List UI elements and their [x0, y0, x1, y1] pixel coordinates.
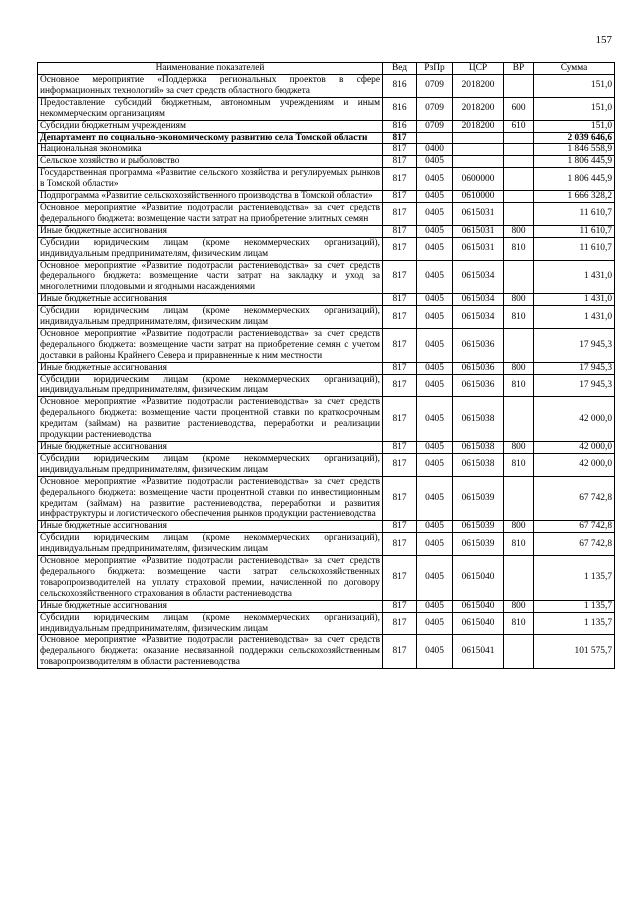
cell-name: Иные бюджетные ассигнования [38, 362, 383, 374]
cell-csr: 0615039 [453, 533, 504, 556]
cell-rzpr: 0405 [417, 294, 453, 306]
cell-rzpr: 0405 [417, 556, 453, 601]
table-row [38, 294, 615, 306]
cell-vr: 810 [504, 374, 534, 397]
cell-vr [504, 635, 534, 669]
table-row [38, 191, 615, 203]
cell-ved: 817 [383, 225, 417, 237]
header-rzpr: РзПр [417, 63, 453, 75]
table-row [38, 453, 615, 476]
cell-vr: 800 [504, 442, 534, 454]
cell-vr: 810 [504, 533, 534, 556]
cell-vr [504, 156, 534, 168]
cell-csr [453, 156, 504, 168]
cell-ved: 817 [383, 374, 417, 397]
cell-name: Иные бюджетные ассигнования [38, 294, 383, 306]
cell-ved: 817 [383, 453, 417, 476]
cell-rzpr: 0405 [417, 533, 453, 556]
cell-name: Предоставление субсидий бюджетным, автономным учреждениям и иным некоммерческим организациям [38, 97, 383, 120]
cell-sum: 1 431,0 [534, 260, 615, 294]
cell-rzpr: 0709 [417, 97, 453, 120]
cell-ved: 817 [383, 202, 417, 225]
table-row [38, 533, 615, 556]
cell-vr [504, 328, 534, 362]
cell-rzpr: 0405 [417, 635, 453, 669]
cell-vr: 810 [504, 237, 534, 260]
cell-rzpr: 0400 [417, 144, 453, 156]
cell-ved: 817 [383, 294, 417, 306]
cell-vr [504, 132, 534, 144]
cell-rzpr: 0405 [417, 191, 453, 203]
cell-rzpr: 0405 [417, 225, 453, 237]
cell-vr: 800 [504, 362, 534, 374]
cell-ved: 817 [383, 556, 417, 601]
table-row [38, 397, 615, 442]
cell-ved: 817 [383, 397, 417, 442]
table-row [38, 612, 615, 635]
cell-csr: 0615039 [453, 476, 504, 521]
cell-csr: 2018200 [453, 120, 504, 132]
cell-csr: 0600000 [453, 168, 504, 191]
cell-sum: 1 431,0 [534, 306, 615, 329]
cell-rzpr: 0709 [417, 75, 453, 98]
cell-rzpr: 0405 [417, 328, 453, 362]
table-row [38, 97, 615, 120]
cell-ved: 817 [383, 442, 417, 454]
cell-csr: 0615038 [453, 453, 504, 476]
cell-ved: 816 [383, 75, 417, 98]
cell-rzpr [417, 132, 453, 144]
cell-rzpr: 0709 [417, 120, 453, 132]
header-sum: Сумма [534, 63, 615, 75]
cell-ved: 816 [383, 97, 417, 120]
cell-rzpr: 0405 [417, 600, 453, 612]
table-row [38, 237, 615, 260]
cell-vr [504, 556, 534, 601]
cell-csr: 0610000 [453, 191, 504, 203]
cell-sum: 42 000,0 [534, 442, 615, 454]
cell-sum: 2 039 646,6 [534, 132, 615, 144]
table-row [38, 168, 615, 191]
header-ved: Вед [383, 63, 417, 75]
cell-name: Иные бюджетные ассигнования [38, 225, 383, 237]
cell-sum: 67 742,8 [534, 476, 615, 521]
cell-sum: 1 135,7 [534, 556, 615, 601]
cell-ved: 817 [383, 362, 417, 374]
cell-rzpr: 0405 [417, 442, 453, 454]
budget-table [37, 62, 615, 669]
cell-name: Основное мероприятие «Развитие подотрасли растениеводства» за счет средств федерального бюджета: возмещение части затрат на закладку и уход за многолетними плодовыми и ягодными насаждениями [38, 260, 383, 294]
cell-csr: 0615040 [453, 556, 504, 601]
cell-sum: 42 000,0 [534, 397, 615, 442]
cell-sum: 11 610,7 [534, 237, 615, 260]
cell-name: Субсидии юридическим лицам (кроме некоммерческих организаций), индивидуальным предпринимателям, физическим лицам [38, 533, 383, 556]
cell-csr: 0615031 [453, 202, 504, 225]
table-row [38, 225, 615, 237]
cell-csr [453, 144, 504, 156]
page-number: 157 [595, 34, 612, 46]
cell-name: Национальная экономика [38, 144, 383, 156]
cell-csr: 0615034 [453, 260, 504, 294]
table-row [38, 306, 615, 329]
cell-rzpr: 0405 [417, 374, 453, 397]
cell-rzpr: 0405 [417, 202, 453, 225]
cell-name: Основное мероприятие «Развитие подотрасли растениеводства» за счет средств федерального бюджета: возмещение части затрат на приобретение семян с учетом доставки в районы Крайнего Севера и приравненные к ним местности [38, 328, 383, 362]
cell-sum: 17 945,3 [534, 362, 615, 374]
cell-vr [504, 191, 534, 203]
cell-vr: 800 [504, 294, 534, 306]
cell-vr: 810 [504, 612, 534, 635]
cell-name: Основное мероприятие «Развитие подотрасли растениеводства» за счет средств федерального бюджета: возмещение части процентной ставки по инвестиционным кредитам (займам) на развитие растениеводства, переработки и развития инфраструктуры и логистического обеспечения рынков продукции растениеводства [38, 476, 383, 521]
cell-csr: 0615031 [453, 225, 504, 237]
header-csr: ЦСР [453, 63, 504, 75]
cell-name: Субсидии юридическим лицам (кроме некоммерческих организаций), индивидуальным предпринимателям, физическим лицам [38, 237, 383, 260]
cell-ved: 817 [383, 156, 417, 168]
cell-csr: 0615031 [453, 237, 504, 260]
cell-vr: 600 [504, 97, 534, 120]
cell-name: Сельское хозяйство и рыболовство [38, 156, 383, 168]
cell-name: Субсидии юридическим лицам (кроме некоммерческих организаций), индивидуальным предпринимателям, физическим лицам [38, 306, 383, 329]
cell-csr: 0615040 [453, 600, 504, 612]
cell-ved: 817 [383, 132, 417, 144]
cell-rzpr: 0405 [417, 260, 453, 294]
cell-ved: 817 [383, 237, 417, 260]
cell-vr: 810 [504, 453, 534, 476]
cell-csr: 0615041 [453, 635, 504, 669]
cell-vr [504, 202, 534, 225]
table-row [38, 635, 615, 669]
cell-csr: 2018200 [453, 97, 504, 120]
cell-name: Субсидии юридическим лицам (кроме некоммерческих организаций), индивидуальным предпринимателям, физическим лицам [38, 453, 383, 476]
cell-sum: 11 610,7 [534, 225, 615, 237]
cell-rzpr: 0405 [417, 362, 453, 374]
cell-vr: 800 [504, 600, 534, 612]
cell-ved: 817 [383, 521, 417, 533]
cell-csr: 0615038 [453, 442, 504, 454]
cell-rzpr: 0405 [417, 521, 453, 533]
table-row [38, 75, 615, 98]
cell-csr: 0615038 [453, 397, 504, 442]
cell-name: Основное мероприятие «Развитие подотрасли растениеводства» за счет средств федерального бюджета: оказание несвязанной поддержки сельскохозяйственным товаропроизводителям в области растениеводства [38, 635, 383, 669]
cell-sum: 151,0 [534, 97, 615, 120]
cell-csr: 0615036 [453, 328, 504, 362]
cell-rzpr: 0405 [417, 476, 453, 521]
table-row [38, 600, 615, 612]
table-row [38, 156, 615, 168]
cell-ved: 817 [383, 306, 417, 329]
table-row [38, 202, 615, 225]
cell-ved: 817 [383, 635, 417, 669]
cell-sum: 1 135,7 [534, 612, 615, 635]
table-row [38, 442, 615, 454]
cell-ved: 816 [383, 120, 417, 132]
cell-name: Субсидии бюджетным учреждениям [38, 120, 383, 132]
cell-sum: 151,0 [534, 120, 615, 132]
table-row [38, 260, 615, 294]
cell-sum: 1 135,7 [534, 600, 615, 612]
cell-vr [504, 397, 534, 442]
header-name: Наименование показателей [38, 63, 383, 75]
header-vr: ВР [504, 63, 534, 75]
cell-csr: 0615040 [453, 612, 504, 635]
cell-rzpr: 0405 [417, 168, 453, 191]
cell-csr: 0615039 [453, 521, 504, 533]
cell-rzpr: 0405 [417, 156, 453, 168]
cell-rzpr: 0405 [417, 453, 453, 476]
cell-vr [504, 260, 534, 294]
cell-csr: 0615036 [453, 374, 504, 397]
cell-sum: 151,0 [534, 75, 615, 98]
cell-name: Основное мероприятие «Развитие подотрасли растениеводства» за счет средств федерального бюджета: возмещение части процентной ставки по краткосрочным кредитам (займам) на развитие растениеводства, переработки и реализации продукции растениеводства [38, 397, 383, 442]
cell-vr [504, 168, 534, 191]
cell-name: Государственная программа «Развитие сельского хозяйства и регулируемых рынков в Томской области» [38, 168, 383, 191]
cell-rzpr: 0405 [417, 397, 453, 442]
cell-rzpr: 0405 [417, 306, 453, 329]
cell-rzpr: 0405 [417, 612, 453, 635]
cell-name: Иные бюджетные ассигнования [38, 600, 383, 612]
cell-vr: 810 [504, 306, 534, 329]
cell-name: Иные бюджетные ассигнования [38, 521, 383, 533]
cell-sum: 17 945,3 [534, 328, 615, 362]
table-row [38, 132, 615, 144]
cell-sum: 67 742,8 [534, 521, 615, 533]
cell-csr: 2018200 [453, 75, 504, 98]
table-row [38, 144, 615, 156]
cell-rzpr: 0405 [417, 237, 453, 260]
cell-name: Основное мероприятие «Развитие подотрасли растениеводства» за счет средств федерального бюджета: возмещение части затрат сельскохозяйственных товаропроизводителей на уплату страховой премии, начисленной по договору сельскохозяйственного страхования в области растениеводства [38, 556, 383, 601]
table-row [38, 362, 615, 374]
cell-name: Основное мероприятие «Поддержка региональных проектов в сфере информационных технологий» за счет средств областного бюджета [38, 75, 383, 98]
table-row [38, 374, 615, 397]
cell-ved: 817 [383, 533, 417, 556]
cell-csr [453, 132, 504, 144]
cell-ved: 817 [383, 191, 417, 203]
cell-name: Основное мероприятие «Развитие подотрасли растениеводства» за счет средств федерального бюджета: возмещение части затрат на приобретение элитных семян [38, 202, 383, 225]
cell-vr [504, 144, 534, 156]
cell-vr: 800 [504, 225, 534, 237]
cell-sum: 1 666 328,2 [534, 191, 615, 203]
table-row [38, 476, 615, 521]
cell-ved: 817 [383, 144, 417, 156]
cell-sum: 1 846 558,9 [534, 144, 615, 156]
cell-name: Иные бюджетные ассигнования [38, 442, 383, 454]
cell-sum: 42 000,0 [534, 453, 615, 476]
cell-name: Субсидии юридическим лицам (кроме некоммерческих организаций), индивидуальным предпринимателям, физическим лицам [38, 374, 383, 397]
cell-vr [504, 75, 534, 98]
cell-vr [504, 476, 534, 521]
cell-ved: 817 [383, 260, 417, 294]
table-header-row [38, 63, 615, 75]
cell-csr: 0615036 [453, 362, 504, 374]
cell-ved: 817 [383, 612, 417, 635]
table-row [38, 521, 615, 533]
table-row [38, 328, 615, 362]
cell-vr: 800 [504, 521, 534, 533]
cell-sum: 17 945,3 [534, 374, 615, 397]
cell-ved: 817 [383, 476, 417, 521]
cell-sum: 1 806 445,9 [534, 168, 615, 191]
cell-name: Департамент по социально-экономическому развитию села Томской области [38, 132, 383, 144]
cell-vr: 610 [504, 120, 534, 132]
cell-sum: 67 742,8 [534, 533, 615, 556]
cell-ved: 817 [383, 600, 417, 612]
cell-csr: 0615034 [453, 306, 504, 329]
cell-sum: 1 806 445,9 [534, 156, 615, 168]
cell-sum: 11 610,7 [534, 202, 615, 225]
cell-ved: 817 [383, 328, 417, 362]
cell-sum: 101 575,7 [534, 635, 615, 669]
cell-ved: 817 [383, 168, 417, 191]
cell-name: Подпрограмма «Развитие сельскохозяйственного производства в Томской области» [38, 191, 383, 203]
cell-sum: 1 431,0 [534, 294, 615, 306]
cell-name: Субсидии юридическим лицам (кроме некоммерческих организаций), индивидуальным предпринимателям, физическим лицам [38, 612, 383, 635]
table-row [38, 120, 615, 132]
cell-csr: 0615034 [453, 294, 504, 306]
table-row [38, 556, 615, 601]
